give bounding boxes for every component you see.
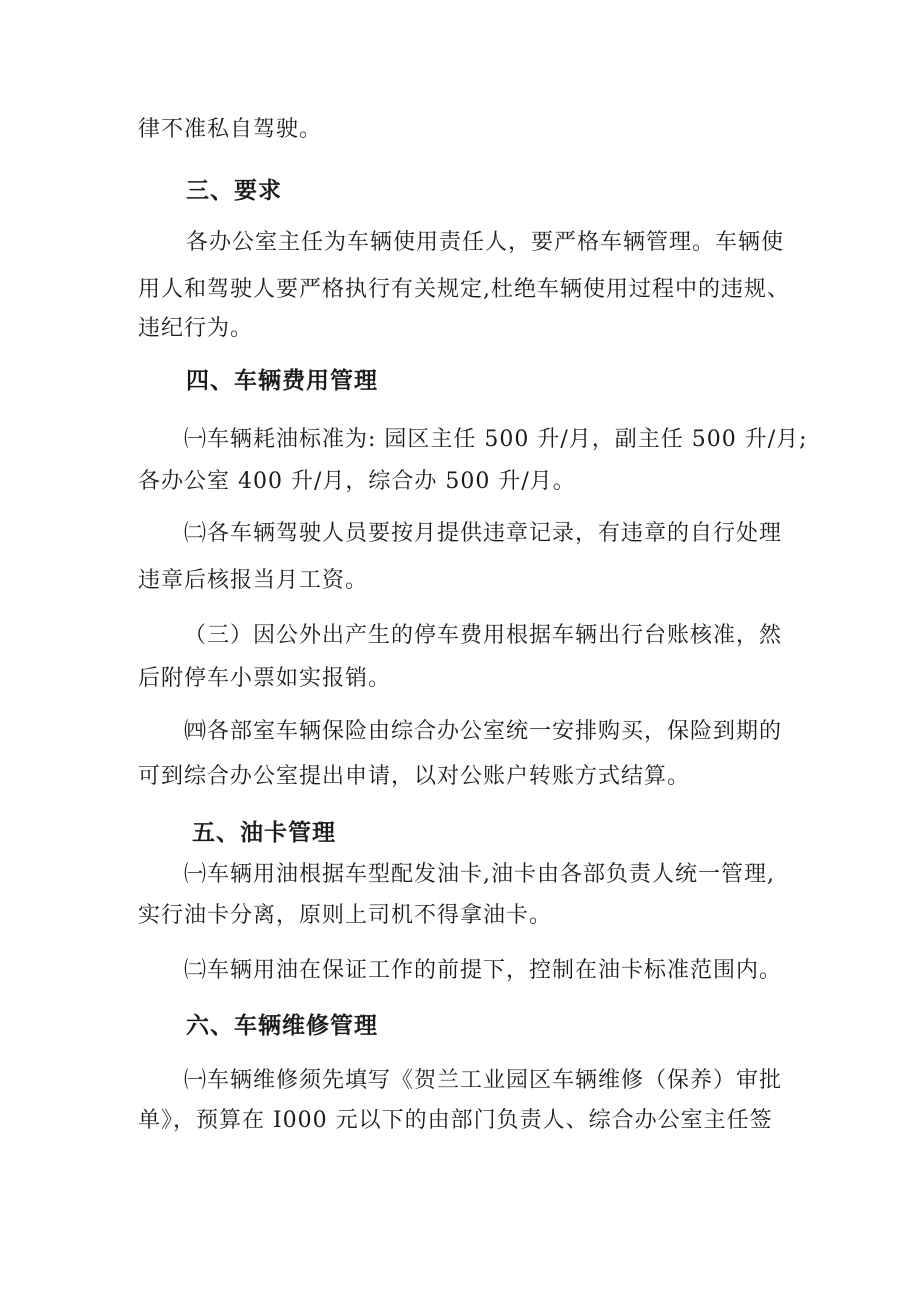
section4-item3-line2: 后附停车小票如实报销。	[138, 666, 392, 691]
section4-item2-line2: 违章后核报当月工资。	[138, 568, 369, 593]
section4-heading: 四、车辆费用管理	[186, 368, 378, 394]
section6-heading: 六、车辆维修管理	[186, 1013, 378, 1039]
section3-heading: 三、要求	[186, 178, 282, 204]
section6-item1-line2: 单》，预算在 I000 元以下的由部门负责人、综合办公室主任签	[138, 1108, 773, 1133]
intro-tail-line: 律不准私自驾驶。	[138, 117, 323, 142]
section3-paragraph-line2: 用人和驾驶人要严格执行有关规定,杜绝车辆使用过程中的违规、	[138, 277, 790, 302]
section5-item2-line1: ㈡车辆用油在保证工作的前提下，控制在油卡标准范围内。	[184, 958, 783, 983]
section4-item3-line1: （三）因公外出产生的停车费用根据车辆出行台账核准，然	[184, 623, 783, 648]
section6-item1-line1: ㈠车辆维修须先填写《贺兰工业园区车辆维修（保养）审批	[184, 1068, 783, 1093]
section4-item1-line1: ㈠车辆耗油标准为: 园区主任 500 升/月，副主任 500 升/月;	[184, 427, 808, 452]
section4-item2-line1: ㈡各车辆驾驶人员要按月提供违章记录，有违章的自行处理	[184, 521, 783, 546]
section5-heading: 五、油卡管理	[192, 820, 336, 846]
section5-item1-line1: ㈠车辆用油根据车型配发油卡,油卡由各部负责人统一管理,	[184, 862, 775, 887]
section4-item4-line2: 可到综合办公室提出申请，以对公账户转账方式结算。	[138, 764, 691, 789]
section3-paragraph-line3: 违纪行为。	[138, 316, 254, 341]
section3-paragraph-line1: 各办公室主任为车辆使用责任人，要严格车辆管理。车辆使	[186, 230, 785, 255]
section4-item4-line1: ㈣各部室车辆保险由综合办公室统一安排购买，保险到期的	[184, 719, 783, 744]
section5-item1-line2: 实行油卡分离，原则上司机不得拿油卡。	[138, 903, 553, 928]
section4-item1-line2: 各办公室 400 升/月，综合办 500 升/月。	[138, 469, 576, 494]
